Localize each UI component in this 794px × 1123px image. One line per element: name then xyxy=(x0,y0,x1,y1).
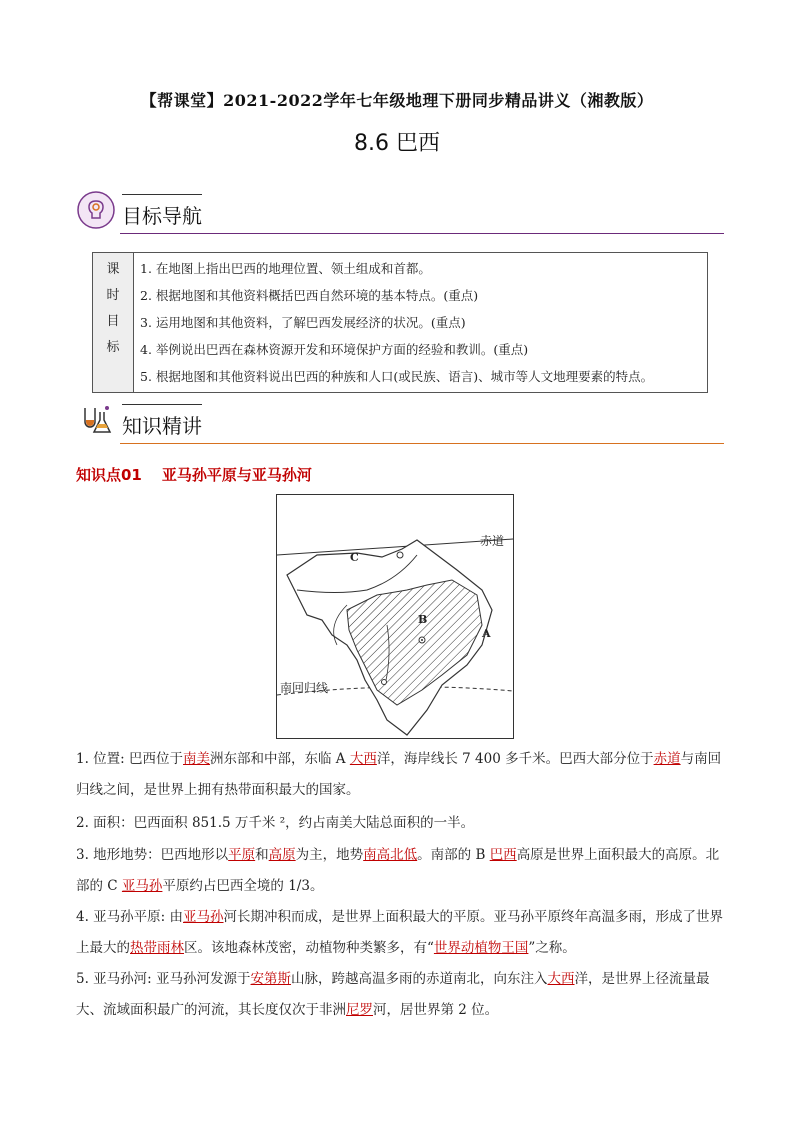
brazil-map xyxy=(276,494,514,739)
goal-item: 5. 根据地图和其他资料说出巴西的种族和人口(或民族、语言)、城市等人文地理要素的特点。 xyxy=(140,369,654,384)
goals-table xyxy=(92,252,708,393)
series-title: 【帮课堂】2021-2022学年七年级地理下册同步精品讲义（湘教版） xyxy=(140,91,654,110)
lesson-title: 8.6 巴西 xyxy=(354,131,440,156)
section-knowledge-title: 知识精讲 xyxy=(122,414,202,438)
equator-label: 赤道 xyxy=(480,534,505,548)
brain-gear-icon xyxy=(76,190,116,230)
tropic-label: 南回归线 xyxy=(280,681,329,695)
goals-header-char: 时 xyxy=(106,288,120,303)
knowledge-point-name: 亚马孙平原与亚马孙河 xyxy=(161,466,312,484)
goals-header-cell xyxy=(93,253,134,393)
paragraph-terrain: 3. 地形地势：巴西地形以平原和高原为主，地势南高北低。南部的 B 巴西高原是世界上面积最大的高原。北部的 C 亚马孙平原约占巴西全境的 1/3。 xyxy=(76,847,720,894)
goals-header-char: 课 xyxy=(106,262,120,277)
map-label-a: A xyxy=(482,627,491,640)
river-mouth-marker xyxy=(397,552,403,558)
map-label-c: C xyxy=(350,551,359,564)
lab-flask-icon xyxy=(76,400,116,440)
city-marker xyxy=(382,680,387,685)
paragraph-location: 1. 位置: 巴西位于南美洲东部和中部，东临 A 大西洋，海岸线长 7 400 多千米。巴西大部分位于赤道与南回归线之间，是世界上拥有热带面积最大的国家。 xyxy=(76,751,722,798)
paragraph-amazon-plain: 4. 亚马孙平原: 由亚马孙河长期冲积而成，是世界上面积最大的平原。亚马孙平原终年高温多雨，形成了世界上最大的热带雨林区。该地森林茂密，动植物种类繁多，有“世界动植物王国”之称。 xyxy=(76,909,724,956)
knowledge-point-number: 知识点01 xyxy=(76,466,142,484)
goal-item: 3. 运用地图和其他资料，了解巴西发展经济的状况。(重点) xyxy=(140,315,466,330)
goals-list xyxy=(134,253,708,393)
paragraph-amazon-river: 5. 亚马孙河: 亚马孙河发源于安第斯山脉，跨越高温多雨的赤道南北，向东注入大西洋，是世界上径流量最大、流域面积最广的河流，其长度仅次于非洲尼罗河，居世界第 2 位。 xyxy=(76,971,710,1018)
section-goals-title: 目标导航 xyxy=(122,204,202,228)
section-goals-underline xyxy=(120,233,724,234)
paragraph-area: 2. 面积：巴西面积 851.5 万千米 ²，约占南美大陆总面积的一半。 xyxy=(76,815,475,831)
brazil-map-drawing xyxy=(277,495,513,738)
knowledge-point-title xyxy=(76,464,332,485)
section-knowledge-underline xyxy=(120,443,724,444)
goal-item: 2. 根据地图和其他资料概括巴西自然环境的基本特点。(重点) xyxy=(140,288,479,303)
section-goals-topbar xyxy=(122,194,202,195)
goal-item: 1. 在地图上指出巴西的地理位置、领土组成和首都。 xyxy=(140,261,431,276)
goals-header-char: 目 xyxy=(106,314,120,329)
section-knowledge-header xyxy=(76,400,724,444)
map-label-b: B xyxy=(418,613,428,626)
goals-header-char: 标 xyxy=(106,340,120,355)
goal-item: 4. 举例说出巴西在森林资源开发和环境保护方面的经验和教训。(重点) xyxy=(140,342,529,357)
section-knowledge-topbar xyxy=(122,404,202,405)
section-goals-header xyxy=(76,190,724,234)
